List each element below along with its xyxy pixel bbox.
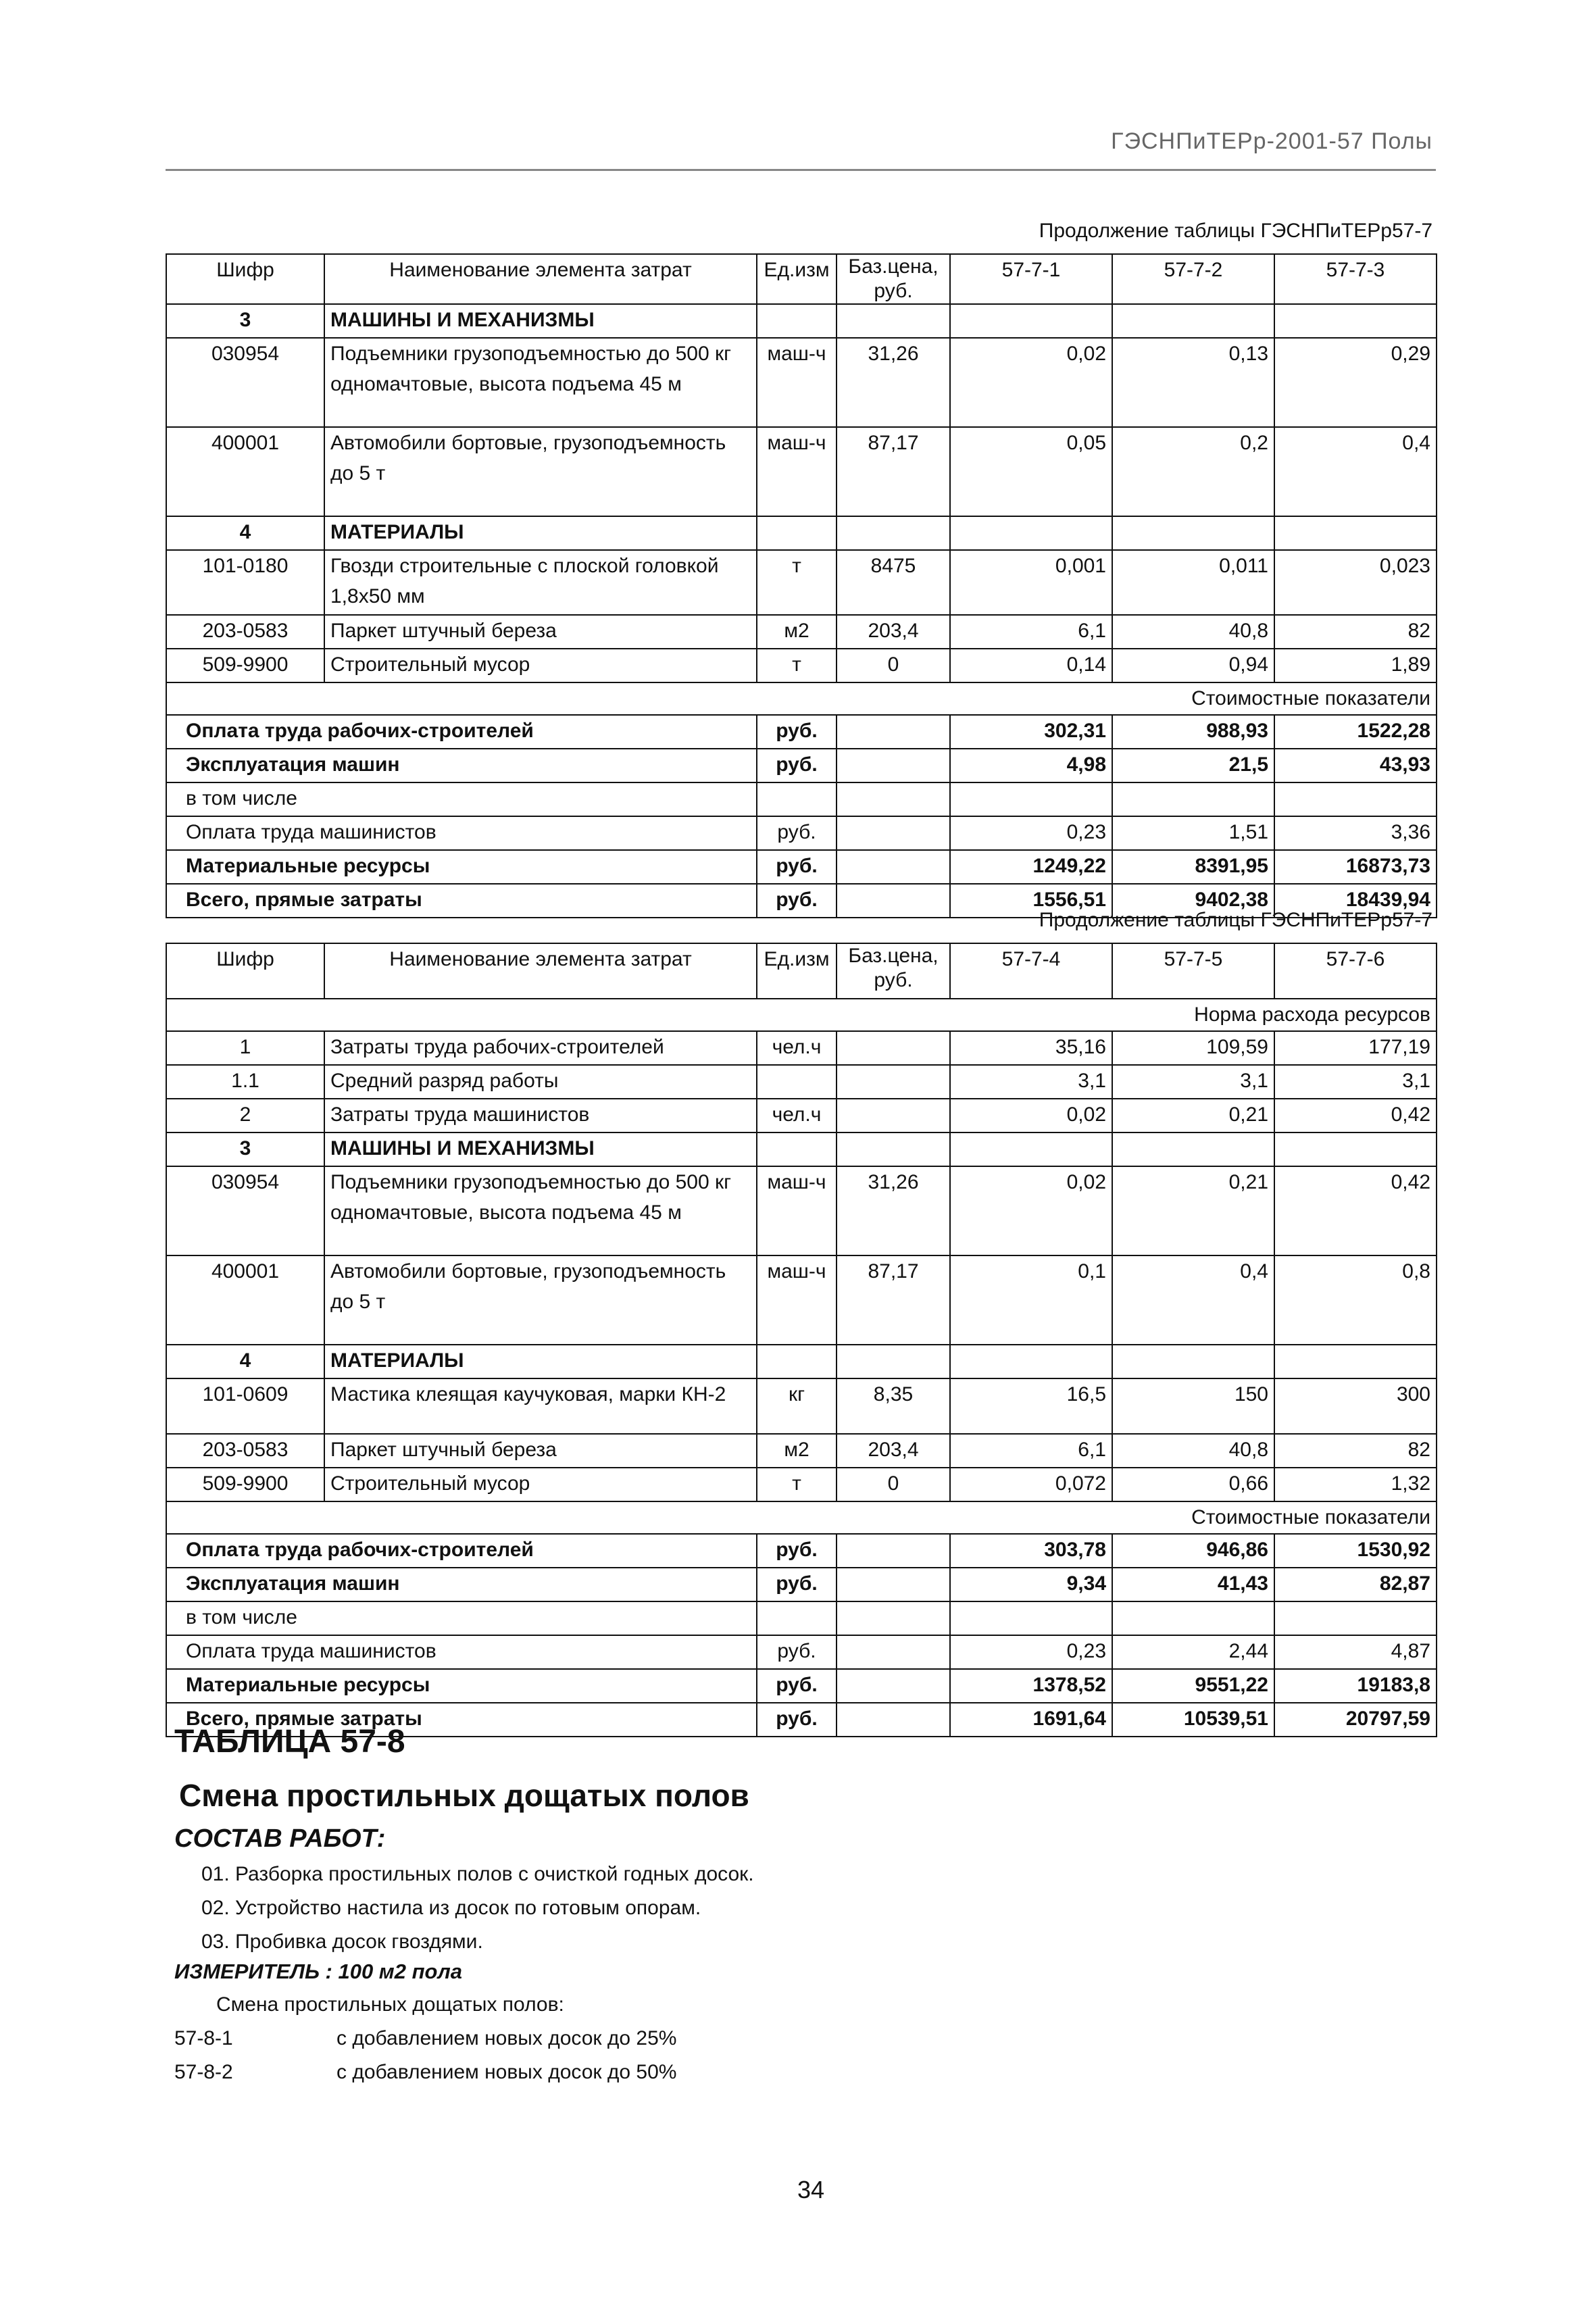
col-code-header: Шифр xyxy=(166,254,324,304)
summary-name: Материальные ресурсы xyxy=(166,1669,757,1703)
summary-value-1: 303,78 xyxy=(950,1534,1112,1568)
summary-row xyxy=(166,816,1437,850)
summary-value-3: 82,87 xyxy=(1274,1568,1437,1601)
row-value-2: 3,1 xyxy=(1112,1065,1274,1099)
summary-empty xyxy=(837,1601,950,1635)
summary-name: Оплата труда машинистов xyxy=(166,816,757,850)
row-value-3: 82 xyxy=(1274,615,1437,649)
resource-table-2 xyxy=(166,943,1437,1737)
col-price-header: Баз.цена, руб. xyxy=(837,254,950,304)
norm-title-row xyxy=(166,999,1437,1031)
row-value-2 xyxy=(1112,1132,1274,1166)
row-name: Затраты труда рабочих-строителей xyxy=(324,1031,757,1065)
row-name: Строительный мусор xyxy=(324,649,757,682)
summary-title: Стоимостные показатели xyxy=(166,1501,1437,1534)
summary-value-1: 4,98 xyxy=(950,749,1112,782)
summary-value-3 xyxy=(1274,1601,1437,1635)
row-value-1: 0,02 xyxy=(950,1166,1112,1255)
row-code: 1 xyxy=(166,1031,324,1065)
row-unit xyxy=(757,1132,837,1166)
summary-value-2: 21,5 xyxy=(1112,749,1274,782)
row-value-3: 0,29 xyxy=(1274,338,1437,427)
summary-empty xyxy=(837,1635,950,1669)
summary-value-2: 946,86 xyxy=(1112,1534,1274,1568)
summary-row xyxy=(166,1534,1437,1568)
row-unit: т xyxy=(757,649,837,682)
row-value-2: 0,94 xyxy=(1112,649,1274,682)
summary-empty xyxy=(837,1669,950,1703)
summary-name: Эксплуатация машин xyxy=(166,1568,757,1601)
summary-name: в том числе xyxy=(166,1601,757,1635)
table-row xyxy=(166,1345,1437,1378)
row-value-1 xyxy=(950,1345,1112,1378)
summary-value-1: 1378,52 xyxy=(950,1669,1112,1703)
summary-value-3: 18439,94 xyxy=(1274,884,1437,918)
summary-row xyxy=(166,1568,1437,1601)
col-57-7-2-header: 57-7-2 xyxy=(1112,254,1274,304)
summary-row xyxy=(166,749,1437,782)
table2-header-row xyxy=(166,943,1437,999)
row-price: 31,26 xyxy=(837,1166,950,1255)
row-code: 203-0583 xyxy=(166,1434,324,1468)
row-value-2 xyxy=(1112,1345,1274,1378)
row-unit: маш-ч xyxy=(757,1166,837,1255)
col-57-7-3-header: 57-7-3 xyxy=(1274,254,1437,304)
variant-code: 57-8-2 xyxy=(174,2061,233,2083)
row-value-2: 0,13 xyxy=(1112,338,1274,427)
row-code: 1.1 xyxy=(166,1065,324,1099)
summary-value-2 xyxy=(1112,782,1274,816)
summary-value-3: 20797,59 xyxy=(1274,1703,1437,1737)
summary-title-row xyxy=(166,1501,1437,1534)
row-unit: м2 xyxy=(757,1434,837,1468)
row-value-2: 150 xyxy=(1112,1378,1274,1434)
row-value-3 xyxy=(1274,516,1437,550)
row-value-1: 6,1 xyxy=(950,615,1112,649)
summary-empty xyxy=(837,715,950,749)
work-item: 02. Устройство настила из досок по готовым опорам. xyxy=(201,1897,701,1919)
row-unit: кг xyxy=(757,1378,837,1434)
row-unit: маш-ч xyxy=(757,338,837,427)
summary-unit: руб. xyxy=(757,1669,837,1703)
row-unit xyxy=(757,1345,837,1378)
summary-name: Материальные ресурсы xyxy=(166,850,757,884)
row-value-1 xyxy=(950,516,1112,550)
row-unit: чел.ч xyxy=(757,1099,837,1132)
summary-row xyxy=(166,782,1437,816)
summary-value-1: 1556,51 xyxy=(950,884,1112,918)
summary-name: Эксплуатация машин xyxy=(166,749,757,782)
row-name: Затраты труда машинистов xyxy=(324,1099,757,1132)
table-row xyxy=(166,1065,1437,1099)
table2-continuation-caption: Продолжение таблицы ГЭСНПиТЕРр57-7 xyxy=(1039,909,1432,931)
summary-row xyxy=(166,1635,1437,1669)
summary-empty xyxy=(837,749,950,782)
row-name: МАТЕРИАЛЫ xyxy=(324,516,757,550)
row-unit: маш-ч xyxy=(757,1255,837,1345)
summary-value-3: 43,93 xyxy=(1274,749,1437,782)
row-price: 8,35 xyxy=(837,1378,950,1434)
row-value-3: 177,19 xyxy=(1274,1031,1437,1065)
summary-unit: руб. xyxy=(757,884,837,918)
row-value-3: 0,42 xyxy=(1274,1099,1437,1132)
summary-unit xyxy=(757,782,837,816)
row-name: Мастика клеящая каучуковая, марки КН-2 xyxy=(324,1378,757,1434)
row-value-1: 0,14 xyxy=(950,649,1112,682)
row-value-1: 0,02 xyxy=(950,1099,1112,1132)
row-value-3 xyxy=(1274,1345,1437,1378)
row-name: Гвозди строительные с плоской головкой 1,8x50 мм xyxy=(324,550,757,615)
row-value-3: 0,8 xyxy=(1274,1255,1437,1345)
variants-intro: Смена простильных дощатых полов: xyxy=(216,1993,564,2016)
row-value-2 xyxy=(1112,304,1274,338)
table-row xyxy=(166,550,1437,615)
row-value-1 xyxy=(950,304,1112,338)
row-price xyxy=(837,1031,950,1065)
row-price: 87,17 xyxy=(837,427,950,516)
summary-name: Оплата труда рабочих-строителей xyxy=(166,1534,757,1568)
row-value-1: 0,001 xyxy=(950,550,1112,615)
table-row xyxy=(166,1031,1437,1065)
row-value-1: 0,1 xyxy=(950,1255,1112,1345)
header-rule xyxy=(166,169,1436,171)
row-code: 101-0180 xyxy=(166,550,324,615)
table-row xyxy=(166,1099,1437,1132)
table-row xyxy=(166,1255,1437,1345)
table-row xyxy=(166,516,1437,550)
summary-value-3: 16873,73 xyxy=(1274,850,1437,884)
summary-unit: руб. xyxy=(757,850,837,884)
work-item: 01. Разборка простильных полов с очисткой годных досок. xyxy=(201,1863,754,1885)
row-price: 203,4 xyxy=(837,615,950,649)
summary-title: Стоимостные показатели xyxy=(166,682,1437,715)
col-name-header: Наименование элемента затрат xyxy=(324,254,757,304)
row-code: 3 xyxy=(166,1132,324,1166)
row-price: 0 xyxy=(837,1468,950,1501)
table-row xyxy=(166,427,1437,516)
summary-value-2: 988,93 xyxy=(1112,715,1274,749)
summary-value-2: 9402,38 xyxy=(1112,884,1274,918)
col-unit-header: Ед.изм xyxy=(757,254,837,304)
col-57-7-6-header: 57-7-6 xyxy=(1274,943,1437,999)
table-row xyxy=(166,1434,1437,1468)
row-name: Подъемники грузоподъемностью до 500 кг одномачтовые, высота подъема 45 м xyxy=(324,1166,757,1255)
summary-value-1 xyxy=(950,1601,1112,1635)
col-code-header: Шифр xyxy=(166,943,324,999)
row-price xyxy=(837,1132,950,1166)
row-name: Подъемники грузоподъемностью до 500 кг одномачтовые, высота подъема 45 м xyxy=(324,338,757,427)
summary-row xyxy=(166,1669,1437,1703)
row-unit: чел.ч xyxy=(757,1031,837,1065)
row-code: 400001 xyxy=(166,1255,324,1345)
row-value-1 xyxy=(950,1132,1112,1166)
col-name-header: Наименование элемента затрат xyxy=(324,943,757,999)
summary-value-2: 2,44 xyxy=(1112,1635,1274,1669)
summary-unit: руб. xyxy=(757,715,837,749)
col-unit-header: Ед.изм xyxy=(757,943,837,999)
row-name: МАШИНЫ И МЕХАНИЗМЫ xyxy=(324,1132,757,1166)
row-name: Автомобили бортовые, грузоподъемность до 5 т xyxy=(324,427,757,516)
summary-value-1 xyxy=(950,782,1112,816)
row-value-2: 0,21 xyxy=(1112,1166,1274,1255)
table-row xyxy=(166,615,1437,649)
row-value-2: 109,59 xyxy=(1112,1031,1274,1065)
row-value-3 xyxy=(1274,304,1437,338)
row-code: 030954 xyxy=(166,1166,324,1255)
row-name: Средний разряд работы xyxy=(324,1065,757,1099)
summary-name: Всего, прямые затраты xyxy=(166,884,757,918)
row-price xyxy=(837,304,950,338)
row-value-2: 0,2 xyxy=(1112,427,1274,516)
row-code: 4 xyxy=(166,1345,324,1378)
summary-value-2: 8391,95 xyxy=(1112,850,1274,884)
row-code: 400001 xyxy=(166,427,324,516)
row-price xyxy=(837,1345,950,1378)
row-code: 509-9900 xyxy=(166,1468,324,1501)
summary-row xyxy=(166,715,1437,749)
row-name: Строительный мусор xyxy=(324,1468,757,1501)
summary-unit: руб. xyxy=(757,1635,837,1669)
row-value-3: 300 xyxy=(1274,1378,1437,1434)
row-code: 030954 xyxy=(166,338,324,427)
row-unit: маш-ч xyxy=(757,427,837,516)
summary-value-2: 41,43 xyxy=(1112,1568,1274,1601)
summary-value-1: 302,31 xyxy=(950,715,1112,749)
row-value-1: 3,1 xyxy=(950,1065,1112,1099)
summary-name: в том числе xyxy=(166,782,757,816)
summary-unit: руб. xyxy=(757,1568,837,1601)
summary-name: Оплата труда машинистов xyxy=(166,1635,757,1669)
table-row xyxy=(166,649,1437,682)
variant-code: 57-8-1 xyxy=(174,2027,233,2049)
summary-value-3: 4,87 xyxy=(1274,1635,1437,1669)
row-code: 2 xyxy=(166,1099,324,1132)
row-value-2: 0,66 xyxy=(1112,1468,1274,1501)
row-value-3: 0,42 xyxy=(1274,1166,1437,1255)
table-row xyxy=(166,304,1437,338)
row-value-2: 0,21 xyxy=(1112,1099,1274,1132)
row-value-2 xyxy=(1112,516,1274,550)
row-value-1: 16,5 xyxy=(950,1378,1112,1434)
row-price xyxy=(837,1065,950,1099)
summary-value-3: 1530,92 xyxy=(1274,1534,1437,1568)
row-code: 4 xyxy=(166,516,324,550)
row-price: 8475 xyxy=(837,550,950,615)
summary-row xyxy=(166,850,1437,884)
summary-unit: руб. xyxy=(757,1534,837,1568)
measure-unit: ИЗМЕРИТЕЛЬ : 100 м2 пола xyxy=(174,1960,462,1983)
row-value-3: 3,1 xyxy=(1274,1065,1437,1099)
col-57-7-1-header: 57-7-1 xyxy=(950,254,1112,304)
table1-continuation-caption: Продолжение таблицы ГЭСНПиТЕРр57-7 xyxy=(1039,220,1432,242)
row-value-3 xyxy=(1274,1132,1437,1166)
summary-unit: руб. xyxy=(757,1703,837,1737)
norm-title: Норма расхода ресурсов xyxy=(166,999,1437,1031)
summary-title-row xyxy=(166,682,1437,715)
summary-value-3: 3,36 xyxy=(1274,816,1437,850)
row-unit: м2 xyxy=(757,615,837,649)
summary-unit xyxy=(757,1601,837,1635)
row-value-1: 0,072 xyxy=(950,1468,1112,1501)
table-row xyxy=(166,1468,1437,1501)
row-unit xyxy=(757,516,837,550)
summary-empty xyxy=(837,1568,950,1601)
summary-value-2 xyxy=(1112,1601,1274,1635)
row-price xyxy=(837,516,950,550)
variant-description: с добавлением новых досок до 50% xyxy=(336,2061,677,2083)
row-value-1: 0,05 xyxy=(950,427,1112,516)
row-price xyxy=(837,1099,950,1132)
row-unit: т xyxy=(757,1468,837,1501)
row-name: Паркет штучный береза xyxy=(324,615,757,649)
summary-empty xyxy=(837,782,950,816)
summary-empty xyxy=(837,1703,950,1737)
row-name: МАШИНЫ И МЕХАНИЗМЫ xyxy=(324,304,757,338)
row-value-3: 1,89 xyxy=(1274,649,1437,682)
document-header-title: ГЭСНПиТЕРр-2001-57 Полы xyxy=(1111,128,1432,154)
summary-unit: руб. xyxy=(757,749,837,782)
row-value-2: 40,8 xyxy=(1112,1434,1274,1468)
row-value-3: 82 xyxy=(1274,1434,1437,1468)
row-price: 0 xyxy=(837,649,950,682)
table-row xyxy=(166,1378,1437,1434)
row-price: 203,4 xyxy=(837,1434,950,1468)
row-code: 509-9900 xyxy=(166,649,324,682)
page-number: 34 xyxy=(797,2176,825,2204)
summary-empty xyxy=(837,884,950,918)
summary-value-1: 0,23 xyxy=(950,816,1112,850)
row-value-3: 1,32 xyxy=(1274,1468,1437,1501)
col-57-7-5-header: 57-7-5 xyxy=(1112,943,1274,999)
table-row xyxy=(166,1166,1437,1255)
row-unit: т xyxy=(757,550,837,615)
summary-value-1: 1249,22 xyxy=(950,850,1112,884)
summary-empty xyxy=(837,816,950,850)
summary-name: Оплата труда рабочих-строителей xyxy=(166,715,757,749)
row-value-2: 0,011 xyxy=(1112,550,1274,615)
row-value-2: 40,8 xyxy=(1112,615,1274,649)
summary-name: Всего, прямые затраты xyxy=(166,1703,757,1737)
table1-header-row xyxy=(166,254,1437,304)
summary-value-3: 19183,8 xyxy=(1274,1669,1437,1703)
row-name: Автомобили бортовые, грузоподъемность до 5 т xyxy=(324,1255,757,1345)
summary-value-2: 10539,51 xyxy=(1112,1703,1274,1737)
summary-value-2: 9551,22 xyxy=(1112,1669,1274,1703)
summary-value-3 xyxy=(1274,782,1437,816)
row-price: 87,17 xyxy=(837,1255,950,1345)
row-code: 203-0583 xyxy=(166,615,324,649)
row-code: 3 xyxy=(166,304,324,338)
row-price: 31,26 xyxy=(837,338,950,427)
variant-description: с добавлением новых досок до 25% xyxy=(336,2027,677,2049)
summary-value-1: 9,34 xyxy=(950,1568,1112,1601)
row-value-3: 0,023 xyxy=(1274,550,1437,615)
table-row xyxy=(166,1132,1437,1166)
row-value-2: 0,4 xyxy=(1112,1255,1274,1345)
table-57-8-subtitle: Смена простильных дощатых полов xyxy=(179,1778,749,1813)
col-57-7-4-header: 57-7-4 xyxy=(950,943,1112,999)
summary-row xyxy=(166,1601,1437,1635)
row-code: 101-0609 xyxy=(166,1378,324,1434)
row-value-1: 35,16 xyxy=(950,1031,1112,1065)
table-row xyxy=(166,338,1437,427)
row-name: Паркет штучный береза xyxy=(324,1434,757,1468)
summary-unit: руб. xyxy=(757,816,837,850)
row-value-3: 0,4 xyxy=(1274,427,1437,516)
row-name: МАТЕРИАЛЫ xyxy=(324,1345,757,1378)
summary-value-1: 1691,64 xyxy=(950,1703,1112,1737)
composition-heading: СОСТАВ РАБОТ: xyxy=(174,1824,386,1853)
summary-value-2: 1,51 xyxy=(1112,816,1274,850)
col-price-header: Баз.цена, руб. xyxy=(837,943,950,999)
row-value-1: 0,02 xyxy=(950,338,1112,427)
table-57-8-title: ТАБЛИЦА 57-8 xyxy=(174,1724,405,1760)
summary-empty xyxy=(837,1534,950,1568)
summary-empty xyxy=(837,850,950,884)
summary-value-1: 0,23 xyxy=(950,1635,1112,1669)
summary-value-3: 1522,28 xyxy=(1274,715,1437,749)
row-unit xyxy=(757,1065,837,1099)
resource-table-1 xyxy=(166,253,1437,918)
work-item: 03. Пробивка досок гвоздями. xyxy=(201,1931,483,1953)
row-value-1: 6,1 xyxy=(950,1434,1112,1468)
row-unit xyxy=(757,304,837,338)
